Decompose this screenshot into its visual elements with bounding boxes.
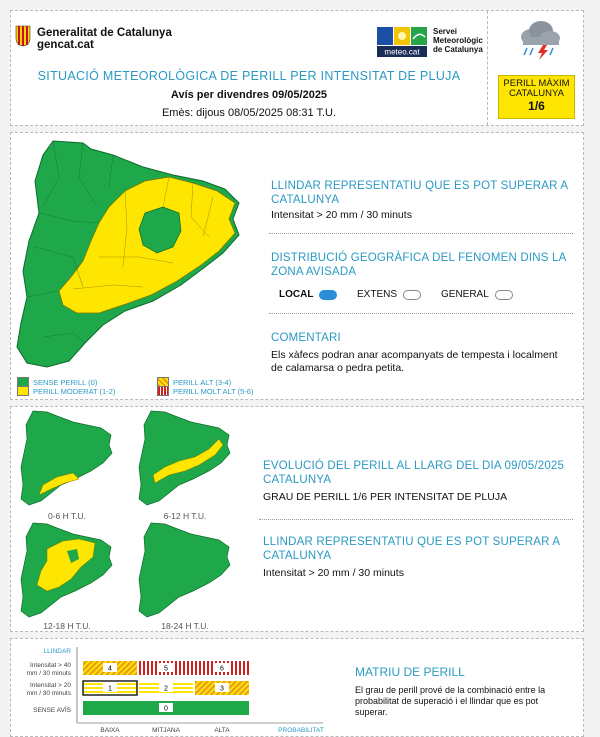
catalunya-danger-map — [13, 137, 249, 369]
svg-text:6: 6 — [220, 665, 224, 673]
svg-text:4: 4 — [108, 665, 112, 673]
evolution-text: GRAU DE PERILL 1/6 PER INTENSITAT DE PLUJA — [263, 491, 508, 503]
map-period-0-6 — [17, 409, 117, 509]
threshold-title: LLINDAR REPRESENTATIU QUE ES POT SUPERAR A CATALUNYA — [271, 180, 568, 206]
toggle-off-icon — [403, 290, 421, 300]
svg-text:5: 5 — [164, 665, 168, 673]
svg-text:0: 0 — [164, 705, 168, 713]
svg-text:mm / 30 minuts: mm / 30 minuts — [26, 690, 71, 697]
row-label-20: Intensitat > 20 — [29, 682, 71, 689]
threshold-text: Intensitat > 20 mm / 30 minuts — [263, 567, 404, 579]
map-period-12-18 — [17, 521, 117, 621]
header-panel — [10, 10, 584, 126]
storm-cloud-icon — [515, 17, 563, 61]
evolution-title: EVOLUCIÓ DEL PERILL AL LLARG DEL DIA 09/05/2025 CATALUNYA — [263, 460, 565, 486]
page-title: SITUACIÓ METEOROLÒGICA DE PERILL PER INTENSITAT DE PLUJA — [37, 69, 461, 83]
distribution-option-general[interactable]: GENERAL — [441, 289, 513, 300]
meteo-logo-text: meteo.cat — [384, 47, 420, 57]
distribution-option-extens[interactable]: EXTENS — [357, 289, 421, 300]
max-danger-level: 1/6 — [528, 99, 545, 113]
period-label: 0-6 H T.U. — [47, 511, 87, 521]
toggle-on-icon — [319, 290, 337, 300]
legend-swatch-red — [157, 386, 169, 396]
danger-matrix — [11, 639, 341, 736]
period-label: 6-12 H T.U. — [163, 511, 207, 521]
comment-title: COMENTARI — [271, 332, 341, 344]
col-label-baixa: BAIXA — [100, 727, 120, 734]
toggle-off-icon — [495, 290, 513, 300]
avis-date: Avís per divendres 09/05/2025 — [170, 89, 328, 101]
svg-text:2: 2 — [164, 685, 168, 693]
threshold-title: LLINDAR REPRESENTATIU QUE ES POT SUPERAR A CATALUNYA — [263, 536, 560, 562]
map-period-6-12 — [135, 409, 235, 509]
evolution-panel — [10, 406, 584, 632]
matrix-title: MATRIU DE PERILL — [355, 665, 465, 679]
legend-swatch-yellow — [17, 386, 29, 396]
svg-text:1: 1 — [108, 685, 112, 693]
legend-item-perill-alt: PERILL ALT (3-4) — [157, 377, 231, 387]
divider — [259, 519, 573, 520]
period-label: 12-18 H T.U. — [43, 621, 91, 631]
matrix-axis-title: LLINDAR — [43, 648, 71, 655]
svg-text:3: 3 — [220, 685, 224, 693]
matrix-prob-label: PROBABILITAT — [278, 727, 324, 734]
svg-text:mm / 30 minuts: mm / 30 minuts — [26, 670, 71, 677]
map-period-18-24 — [135, 521, 235, 621]
legend-item-perill-molt-alt: PERILL MOLT ALT (5-6) — [157, 386, 253, 396]
row-label-40: Intensitat > 40 — [29, 662, 71, 669]
comment-text: Els xàfecs podran anar acompanyats de tempesta i localment de calamarsa o pedra petita. — [271, 349, 558, 374]
legend-item-perill-moderat: PERILL MODERAT (1-2) — [17, 386, 115, 396]
meteo-logo — [377, 27, 427, 57]
header-divider — [487, 11, 488, 125]
matrix-text: El grau de perill prové de la combinació entre la probabilitat de superació i el llindar que es pot superar. — [355, 685, 546, 717]
row-label-sense-avis: SENSE AVÍS — [33, 707, 71, 714]
threshold-text: Intensitat > 20 mm / 30 minuts — [271, 209, 412, 221]
meteo-service-name: Servei Meteorològic de Catalunya — [433, 27, 483, 54]
divider — [269, 233, 573, 234]
divider — [269, 313, 573, 314]
issued-date: Emès: dijous 08/05/2025 08:31 T.U. — [161, 107, 337, 119]
distribution-option-local[interactable]: LOCAL — [279, 289, 337, 300]
col-label-alta: ALTA — [214, 727, 230, 734]
distribution-title: DISTRIBUCIÓ GEOGRÀFICA DEL FENOMEN DINS LA ZONA AVISADA — [271, 252, 566, 278]
legend-item-sense-perill: SENSE PERILL (0) — [17, 377, 97, 387]
col-label-mitjana: MITJANA — [152, 727, 180, 734]
max-danger-badge: PERILL MÀXIM CATALUNYA 1/6 — [498, 75, 575, 119]
period-label: 18-24 H T.U. — [161, 621, 209, 631]
main-warning-panel — [10, 132, 584, 400]
danger-matrix-panel — [10, 638, 584, 737]
org-site: gencat.cat — [37, 39, 94, 51]
org-name: Generalitat de Catalunya — [37, 27, 172, 39]
gencat-flag-icon — [15, 25, 31, 47]
